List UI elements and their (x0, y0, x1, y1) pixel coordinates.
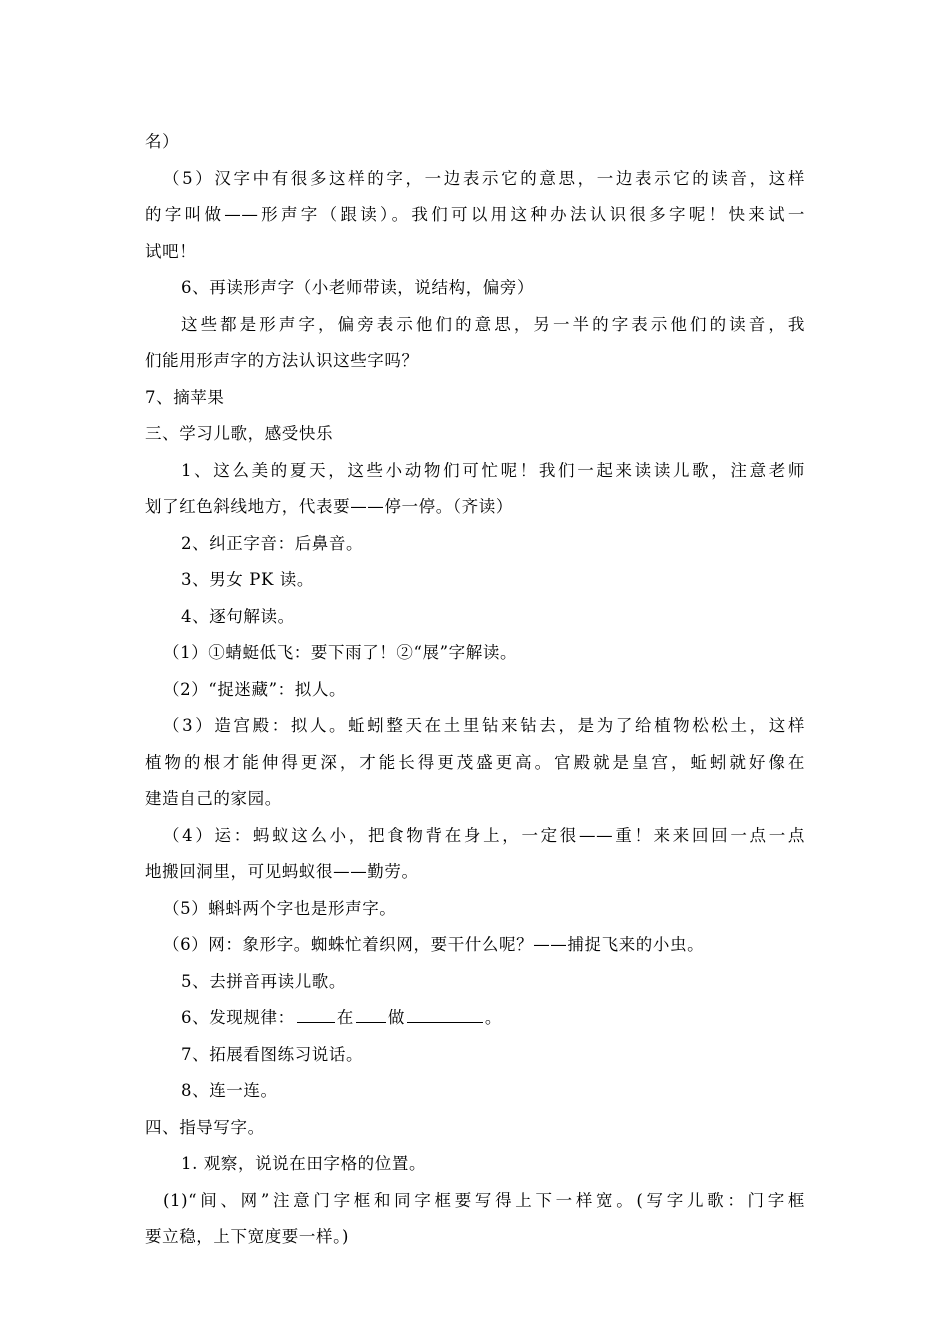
section-heading: 三、学习儿歌，感受快乐 (145, 424, 334, 443)
text-line: 5、去拼音再读儿歌。 (181, 971, 346, 991)
text-line: 的字叫做——形声字（跟读）。我们可以用这种办法认识很多字呢！快来试一 (145, 205, 805, 224)
pattern-word-do: 做 (387, 1008, 405, 1027)
text-line: （6）网：象形字。蜘蛛忙着织网，要干什么呢？——捕捉飞来的小虫。 (163, 935, 705, 954)
text-line: 4、逐句解读。 (181, 606, 295, 626)
text-line: (1)“间、网”注意门字框和同字框要写得上下一样宽。(写字儿歌：门字框 (163, 1190, 805, 1210)
pattern-end: 。 (484, 1008, 503, 1027)
text-line: 这些都是形声字，偏旁表示他们的意思，另一半的字表示他们的读音，我 (181, 314, 805, 334)
text-line: （5）汉字中有很多这样的字，一边表示它的意思，一边表示它的读音，这样 (163, 168, 805, 188)
fill-blank (407, 1005, 483, 1023)
text-line: 植物的根才能伸得更深，才能长得更茂盛更高。官殿就是皇宫，蚯蚓就好像在 (145, 752, 805, 772)
text-line: （5）蝌蚪两个字也是形声字。 (163, 898, 397, 918)
text-line: （2）“捉迷藏”：拟人。 (163, 679, 347, 699)
fill-blank (297, 1005, 335, 1023)
text-line: 要立稳，上下宽度要一样。) (145, 1227, 349, 1246)
text-line: 2、纠正字音：后鼻音。 (181, 533, 364, 553)
text-line: 6、再读形声字（小老师带读，说结构，偏旁） (181, 278, 535, 297)
text-line: 们能用形声字的方法认识这些字吗？ (145, 351, 419, 370)
pattern-prefix: 6、发现规律： (181, 1008, 295, 1027)
text-line: 8、连一连。 (181, 1081, 278, 1100)
text-line: 1. 观察，说说在田字格的位置。 (181, 1154, 427, 1173)
text-line: 地搬回洞里，可见蚂蚁很——勤劳。 (145, 862, 419, 881)
section-heading: 四、指导写字。 (145, 1117, 265, 1137)
text-line: （4）运：蚂蚁这么小，把食物背在身上，一定很——重！来来回回一点一点 (163, 825, 805, 845)
pattern-word-at: 在 (336, 1008, 354, 1027)
section-item: 7、摘苹果 (145, 387, 225, 407)
text-line: （1）①蜻蜓低飞：要下雨了！②“展”字解读。 (163, 643, 518, 662)
pattern-line (145, 1000, 805, 1037)
text-line: 名） (145, 132, 180, 151)
text-line: （3）造宫殿：拟人。蚯蚓整天在土里钻来钻去，是为了给植物松松土，这样 (163, 716, 805, 735)
fill-blank (356, 1005, 386, 1023)
text-line: 3、男女 PK 读。 (181, 570, 314, 589)
text-line: 1、这么美的夏天，这些小动物们可忙呢！我们一起来读读儿歌，注意老师 (181, 460, 805, 480)
document-body (145, 124, 805, 1256)
text-line: 建造自己的家园。 (145, 789, 282, 808)
text-line: 划了红色斜线地方，代表要——停一停。（齐读） (145, 497, 513, 516)
text-line: 试吧！ (145, 241, 197, 261)
text-line: 7、拓展看图练习说话。 (181, 1044, 364, 1064)
